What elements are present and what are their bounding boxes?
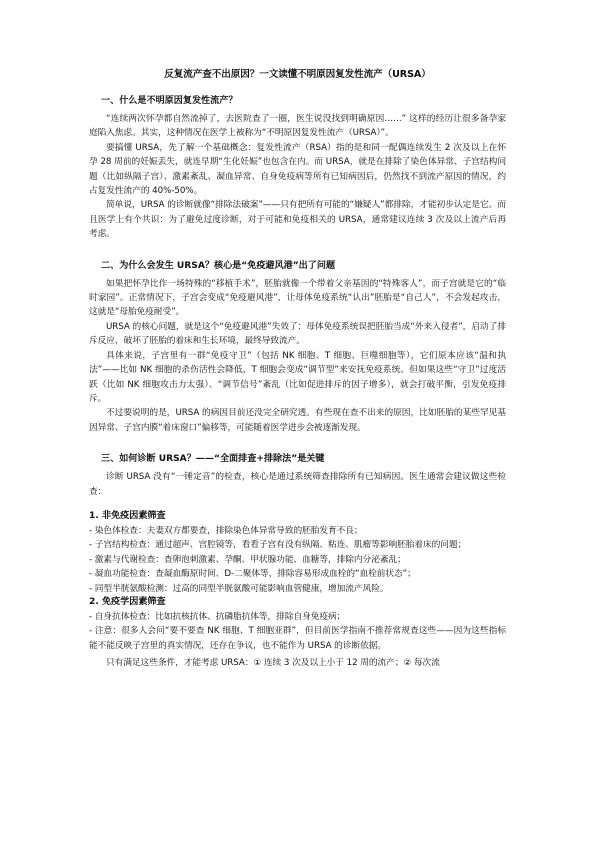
section-2-paragraph: URSA 的核心问题，就是这个“免疫避风港”失效了：母体免疫系统误把胚胎当成“外来入侵者”，启动了排斥反应，破坏了胚胎的着床和生长环境，最终导致流产。 — [89, 321, 506, 347]
section-3-intro: 诊断 URSA 没有“一锤定音”的检查，核心是通过系统筛查排除所有已知病因。医生通常会建议做这些检查： — [89, 472, 506, 497]
list-item: - 注意：很多人会问“要不要查 NK 细胞、T 细胞亚群”，但目前医学指南不推荐常规查这些——因为这些指标能不能反映子宫里的真实情况，还存在争议，也不能作为 URSA 的诊断依据。 — [89, 626, 506, 651]
section-1-paragraph: “连续两次怀孕都自然流掉了，去医院查了一圈，医生说没找到明确原因……” 这样的经历让很多备孕家庭陷入焦虑。其实，这种情况在医学上被称为“不明原因复发性流产（URSA）”。 — [89, 114, 506, 139]
list-item: - 子宫结构检查：通过超声、宫腔镜等，看看子宫有没有纵隔、粘连、肌瘤等影响胚胎着床的问题； — [89, 540, 467, 551]
spacer — [89, 435, 506, 445]
spacer — [89, 242, 506, 252]
list-item: - 激素与代谢检查：查卵泡刺激素、孕酮、甲状腺功能、血糖等，排除内分泌紊乱； — [89, 554, 406, 565]
spacer — [89, 499, 506, 503]
section-1-paragraph: 简单说，URSA 的诊断就像“排除法破案”——只有把所有可能的“嫌疑人”都排除，才能初步认定是它。而且医学上有个共识：为了避免过度诊断，对于可能和免疫相关的 URSA，通常建议连续 3 次及以上流产后再考虑。 — [89, 200, 506, 240]
list-item: - 自身抗体检查：比如抗核抗体、抗磷脂抗体等，排除自身免疫病； — [89, 611, 346, 622]
section-2-paragraph: 具体来说，子宫里有一群“免疫守卫”（包括 NK 细胞、T 细胞、巨噬细胞等），它们原本应该“温和执法”——比如 NK 细胞的杀伤活性会降低，T 细胞会变成“调节型”来安抚免疫系统。但如果这些“守卫”过度活跃（比如 NK 细胞攻击力太强）、“调节信号”紊乱（比如促进排斥的因子增多），就会打破平衡，引发免疫排斥。 — [89, 350, 506, 404]
list-item: - 凝血功能检查：查凝血酶原时间、D-二聚体等，排除容易形成血栓的“血栓前状态”； — [89, 569, 416, 580]
closing-paragraph: 只有满足这些条件，才能考虑 URSA：① 连续 3 次及以上小于 12 周的流产；② 每次流 — [106, 658, 440, 669]
subsection-1-heading: 1. 非免疫因素筛查 — [89, 510, 166, 521]
section-2-heading: 二、为什么会发生 URSA？核心是“免疫避风港”出了问题 — [101, 260, 336, 271]
list-item: - 同型半胱氨酸检测：过高的同型半胱氨酸可能影响血管健康，增加流产风险。 — [89, 583, 389, 594]
subsection-2-heading: 2. 免疫学因素筛查 — [89, 596, 166, 607]
document-body — [89, 68, 506, 671]
section-2-paragraph: 不过要说明的是，URSA 的病因目前还没完全研究透。有些现在查不出来的原因，比如胚胎的某些罕见基因异常、子宫内膜“着床窗口”偏移等，可能随着医学进步会被逐渐发现。 — [89, 408, 506, 433]
section-2-paragraph: 如果把怀孕比作一场特殊的“移植手术”，胚胎就像一个带着父亲基因的“特殊客人”，而子宫就是它的“临时家园”。正常情况下，子宫会变成“免疫避风港”，让母体免疫系统“认出”胚胎是“自己人”，不会发起攻击，这就是“母胎免疫耐受”。 — [89, 278, 506, 318]
document-title: 反复流产查不出原因？一文读懂不明原因复发性流产（URSA） — [164, 69, 431, 80]
section-1-paragraph: 要搞懂 URSA，先了解一个基础概念：复发性流产（RSA）指的是和同一配偶连续发生 2 次及以上在怀孕 28 周前的妊娠丢失，就连早期“生化妊娠”也包含在内。而 URSA，就是在排除了染色体异常、子宫结构问题（比如纵隔子宫）、激素紊乱、凝血异常、自身免疫病等所有已知病因后，仍然找不到流产原因的情况，约占复发性流产的 40%-50%。 — [89, 142, 506, 197]
section-3-heading: 三、如何诊断 URSA？——“全面排查+排除法”是关键 — [101, 454, 325, 465]
section-1-heading: 一、什么是不明原因复发性流产？ — [101, 96, 238, 106]
list-item: - 染色体检查：夫妻双方都要查，排除染色体异常导致的胚胎发育不良； — [89, 525, 363, 536]
